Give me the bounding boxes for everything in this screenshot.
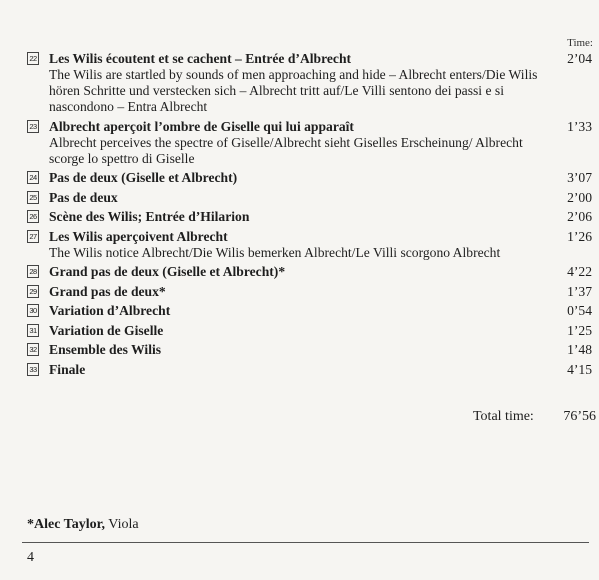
track-title: Finale (49, 361, 86, 377)
track-number-box: 32 (27, 343, 39, 356)
track-row (27, 283, 595, 300)
track-number-box: 23 (27, 120, 39, 133)
track-duration: 3’07 (567, 170, 592, 185)
track-title: Ensemble des Wilis (49, 342, 162, 357)
track-duration: 1’37 (567, 283, 592, 299)
track-duration: 1’48 (567, 342, 592, 357)
footnote-marker: * (27, 517, 34, 532)
footnote (27, 517, 139, 533)
track-description: The Wilis are startled by sounds of men approaching and hide – Albrecht enters/Die Wilis hören Schritte und verstecken sich – Albrecht tritt auf/Le Villi sentono dei passi e si nascondono – Entra Albrecht (49, 67, 538, 114)
performer-role: Viola (105, 517, 139, 532)
total-time-value: 76’56 (563, 409, 596, 424)
track-number-box: 29 (27, 285, 39, 298)
page-number: 4 (27, 550, 34, 565)
track-number-box: 22 (27, 52, 39, 65)
track-duration: 2’04 (567, 51, 592, 66)
track-duration: 1’25 (567, 322, 592, 338)
total-time-label: Total time: (472, 409, 534, 424)
track-title: Variation de Giselle (49, 322, 164, 338)
track-duration: 2’00 (567, 189, 592, 205)
track-row (27, 118, 595, 167)
track-title: Grand pas de deux* (49, 283, 166, 299)
track-description: Albrecht perceives the spectre of Giselle/Albrecht sieht Giselles Erscheinung/ Albrecht scorge lo spettro di Giselle (49, 134, 523, 166)
track-row (27, 189, 595, 206)
track-number-box: 24 (27, 171, 39, 184)
track-title: Les Wilis écoutent et se cachent – Entrée d’Albrecht (49, 51, 352, 66)
track-title: Pas de deux (Giselle et Albrecht) (49, 170, 238, 185)
track-row (27, 341, 595, 358)
track-row (27, 208, 595, 225)
track-row (27, 169, 595, 186)
track-row (27, 361, 595, 378)
track-title: Grand pas de deux (Giselle et Albrecht)* (49, 264, 286, 279)
track-number-box: 33 (27, 363, 39, 376)
track-duration: 4’22 (567, 264, 592, 279)
track-number-box: 31 (27, 324, 39, 337)
track-number-box: 28 (27, 265, 39, 278)
track-number-box: 30 (27, 304, 39, 317)
track-title: Scène des Wilis; Entrée d’Hilarion (49, 209, 250, 224)
track-number-box: 27 (27, 230, 39, 243)
track-duration: 0’54 (567, 303, 592, 318)
time-column-header: Time: (567, 37, 593, 49)
track-row (27, 322, 595, 339)
track-duration: 4’15 (567, 361, 592, 377)
track-duration: 1’33 (567, 118, 592, 134)
track-title: Variation d’Albrecht (49, 303, 171, 318)
performer-name: Alec Taylor, (34, 517, 106, 532)
track-title: Les Wilis aperçoivent Albrecht (49, 228, 228, 244)
track-row (27, 302, 595, 319)
track-row (27, 263, 595, 280)
track-duration: 1’26 (567, 228, 592, 244)
track-number-box: 26 (27, 210, 39, 223)
track-title: Albrecht aperçoit l’ombre de Giselle qui lui apparaît (49, 118, 354, 134)
track-row (27, 228, 595, 261)
total-time (473, 409, 596, 425)
track-list (27, 50, 595, 380)
track-duration: 2’06 (567, 209, 592, 224)
track-title: Pas de deux (49, 189, 118, 205)
track-row (27, 50, 595, 115)
track-description: The Wilis notice Albrecht/Die Wilis bemerken Albrecht/Le Villi scorgono Albrecht (49, 244, 501, 260)
track-number-box: 25 (27, 191, 39, 204)
footer-divider (22, 542, 589, 543)
